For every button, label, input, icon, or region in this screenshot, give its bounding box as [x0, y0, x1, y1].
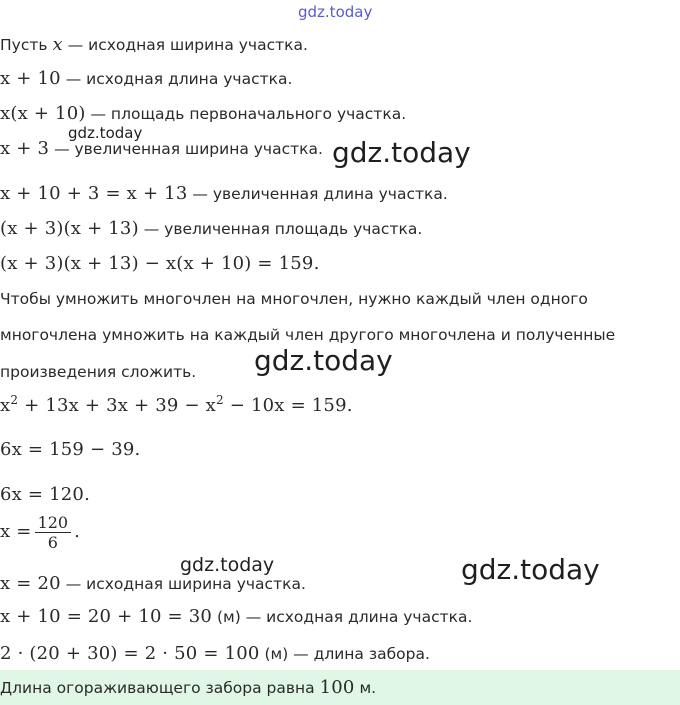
math: $x^2 + 13x + 3x + 39 - x^2 - 10x = 159$. [0, 393, 353, 416]
line-1-desc: — исходная ширина участка. [62, 36, 308, 54]
math: x + 10 [0, 68, 61, 89]
unit: (м) [259, 645, 289, 663]
line-14 [0, 512, 80, 552]
line-11 [0, 395, 353, 417]
math: x [52, 34, 63, 55]
math: x = 20 [0, 573, 61, 594]
line-1 [0, 34, 308, 56]
watermark-large-1: gdz.today [332, 136, 471, 169]
answer-box [0, 670, 680, 705]
watermark-small-1: gdz.today [68, 124, 143, 142]
line-6 [0, 218, 422, 240]
watermark-large-3: gdz.today [461, 553, 600, 586]
line-1-text: Пусть [0, 36, 53, 54]
math: 6x = 120. [0, 484, 91, 505]
math: x(x + 10) [0, 103, 86, 124]
math-post: . [74, 521, 81, 542]
line-17 [0, 643, 430, 665]
line-16-desc: — исходная длина участка. [240, 608, 473, 626]
line-3-desc: — площадь первоначального участка. [85, 105, 407, 123]
line-9: многочлена умножить на каждый член другого многочлена и полученные [0, 326, 616, 344]
line-2-desc: — исходная длина участка. [60, 70, 293, 88]
line-10: произведения сложить. [0, 363, 197, 381]
line-5-desc: — увеличенная длина участка. [187, 185, 448, 203]
answer-line [0, 677, 376, 699]
line-4-desc: — увеличенная ширина участка. [49, 140, 323, 158]
line-2 [0, 68, 292, 90]
line-15 [0, 573, 306, 595]
line-5 [0, 183, 448, 205]
line-4 [0, 138, 323, 160]
watermark-small-2: gdz.today [180, 554, 275, 576]
line-7 [0, 253, 320, 275]
line-15-desc: — исходная ширина участка. [60, 575, 306, 593]
watermark-large-2: gdz.today [254, 344, 393, 377]
line-12 [0, 439, 140, 461]
unit: (м) [212, 608, 241, 626]
fraction: $\frac{120}{6}$ [35, 513, 72, 552]
math: (x + 3)(x + 13) − x(x + 10) = 159. [0, 253, 320, 274]
math: x = [0, 521, 32, 542]
line-8: Чтобы умножить многочлен на многочлен, нужно каждый член одного [0, 290, 588, 308]
answer-unit: м. [354, 679, 377, 697]
line-17-desc: — длина забора. [288, 645, 430, 663]
math: x + 10 = 20 + 10 = 30 [0, 606, 213, 627]
line-3 [0, 103, 406, 125]
math: 6x = 159 − 39. [0, 439, 141, 460]
math: x + 3 [0, 138, 50, 159]
math: (x + 3)(x + 13) [0, 218, 139, 239]
math: 100 [319, 677, 355, 698]
math: 2 · (20 + 30) = 2 · 50 = 100 [0, 643, 260, 664]
line-13 [0, 484, 90, 506]
math: x + 10 + 3 = x + 13 [0, 183, 188, 204]
line-6-desc: — увеличенная площадь участка. [138, 220, 423, 238]
watermark-top: gdz.today [298, 3, 373, 21]
answer-text: Длина огораживающего забора равна [0, 679, 320, 697]
line-16 [0, 606, 472, 628]
